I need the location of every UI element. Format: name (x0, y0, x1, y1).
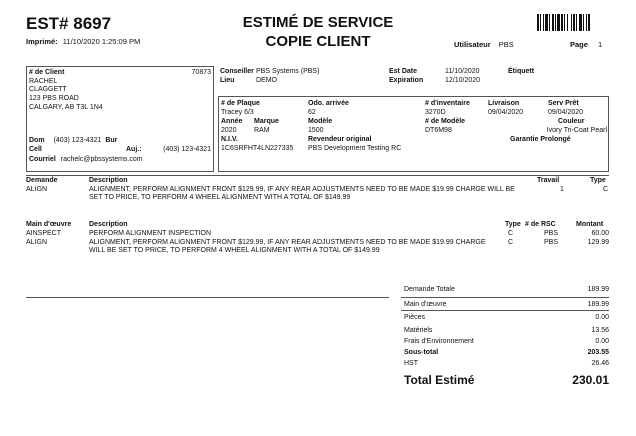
expiry-value: 12/10/2020 (445, 77, 481, 84)
make-label: Marque (254, 118, 279, 125)
grand-total-label: Total Estimé (404, 373, 475, 387)
plate-label: # de Plaque (221, 100, 260, 107)
labor-col-labor: Main d'œuvre (26, 221, 72, 228)
labor-row-description: PERFORM ALIGNMENT INSPECTION (89, 230, 211, 237)
labor-col-rsc: # de RSC (525, 221, 556, 228)
location-label: Lieu (220, 77, 235, 84)
request-total-label: Demande Totale (404, 286, 455, 293)
labor-col-description: Description (89, 221, 128, 228)
labor-total-underline (401, 310, 609, 311)
home-phone-label: Dom (29, 137, 45, 144)
service-ready-label: Serv Prêt (548, 100, 579, 107)
plate-value: Tracey 6/3 (221, 109, 254, 116)
labor-row-amount: 60.00 (591, 230, 609, 237)
labor-total-value: 189.99 (587, 301, 609, 308)
labor-row-code: AINSPECT (26, 230, 62, 237)
requests-col-work: Travail (537, 177, 560, 184)
cell-label: Cell (29, 146, 42, 153)
aux-phone-label: Auj.: (126, 146, 142, 153)
environment-fee-label: Frais d'Environnement (404, 338, 474, 345)
delivery-value: 09/04/2020 (488, 109, 524, 116)
document-subtitle: COPIE CLIENT (265, 33, 371, 50)
request-row-type: C (603, 186, 609, 193)
inventory-label: # d'inventaire (425, 100, 470, 107)
page-line (570, 41, 602, 50)
request-row-description: ALIGNMENT, PERFORM ALIGNMENT FRONT $129.99, IF ANY REAR ADJUSTMENTS NEED TO BE MADE $19.99 CHARGE WILL BE SET TO PRICE, TO PERFORM 4 WHEEL ALIGNMENT WITH A TOTAL OF $149.99 (89, 186, 515, 202)
requests-col-request: Demande (26, 177, 58, 184)
parts-value: 0.00 (595, 314, 609, 321)
dealer-label: Revendeur original (308, 136, 372, 143)
delivery-label: Livraison (488, 100, 520, 107)
subtotal-label: Sous-total (404, 349, 439, 356)
advisor-value: PBS Systems (PBS) (256, 68, 320, 75)
email-label: Courriel (29, 156, 56, 163)
est-date-value: 11/10/2020 (445, 68, 480, 75)
location-value: DEMO (256, 77, 277, 84)
tag-label: Étiquett (508, 68, 535, 75)
requests-col-description: Description (89, 177, 128, 184)
model-label: Modèle (308, 118, 333, 125)
model-number-value: DT6M98 (425, 127, 452, 134)
totals-divider-left (26, 297, 389, 298)
expiry-label: Expiration (389, 77, 424, 84)
inventory-value: 3270D (425, 109, 446, 116)
barcode-image (537, 14, 607, 31)
client-home-phone-line (29, 137, 117, 145)
dealer-value: PBS Development Testing RC (308, 145, 402, 152)
labor-row-code: ALIGN (26, 239, 48, 246)
home-phone-value: (403) 123-4321 (53, 137, 102, 144)
color-label: Couleur (558, 118, 585, 125)
client-address-line1: 123 PBS ROAD (29, 95, 79, 102)
estimate-number: EST# 8697 (26, 14, 112, 33)
labor-total-label: Main d'œuvre (404, 301, 447, 308)
vin-label: N.I.V. (221, 136, 238, 143)
labor-row-type: C (508, 230, 514, 237)
subtotal-value: 203.55 (587, 349, 609, 356)
request-row-code: ALIGN (26, 186, 48, 193)
totals-divider-right (401, 297, 609, 298)
work-phone-label: Bur (105, 137, 118, 144)
labor-col-type: Type (505, 221, 521, 228)
client-last-name: CLAGGETT (29, 86, 67, 93)
parts-label: Pièces (404, 314, 426, 321)
client-email-line (29, 156, 143, 164)
warranty-label: Garantie Prolongé (510, 136, 571, 143)
user-line (454, 41, 514, 50)
make-value: RAM (254, 127, 270, 134)
advisor-label: Conseiller (220, 68, 254, 75)
labor-row-rsc: PBS (544, 230, 559, 237)
requests-divider-top (26, 175, 609, 176)
odometer-value: 62 (308, 109, 316, 116)
user-label: Utilisateur (454, 40, 491, 49)
page-label: Page (570, 40, 588, 49)
printed-line (26, 38, 140, 47)
page-value: 1 (598, 40, 603, 49)
materials-value: 13.56 (591, 327, 609, 334)
color-value: Ivory Tri-Coat Pearl (546, 127, 607, 134)
document-title: ESTIMÉ DE SERVICE (242, 14, 394, 31)
printed-value: 11/10/2020 1:25:09 PM (62, 37, 141, 46)
year-value: 2020 (221, 127, 237, 134)
user-value: PBS (498, 40, 514, 49)
request-total-value: 189.99 (587, 286, 609, 293)
environment-fee-value: 0.00 (595, 338, 609, 345)
odometer-label: Odo. arrivée (308, 100, 349, 107)
model-value: 1500 (308, 127, 324, 134)
printed-label: Imprimé: (26, 37, 58, 46)
materials-label: Matériels (404, 327, 433, 334)
service-ready-value: 09/04/2020 (548, 109, 584, 116)
vin-value: 1C6SRFHT4LN227335 (221, 145, 294, 152)
client-address-line2: CALGARY, AB T3L 1N4 (29, 104, 103, 111)
request-row-work: 1 (560, 186, 564, 193)
labor-row-amount: 129.99 (587, 239, 609, 246)
hst-value: 26.46 (591, 360, 609, 367)
client-number-label: # de Client (29, 69, 65, 76)
grand-total-value: 230.01 (572, 373, 609, 387)
requests-col-type: Type (590, 177, 606, 184)
model-number-label: # de Modèle (425, 118, 466, 125)
barcode-bar (590, 14, 591, 31)
year-label: Année (221, 118, 243, 125)
est-date-label: Est Date (389, 68, 418, 75)
labor-row-rsc: PBS (544, 239, 559, 246)
labor-row-description: ALIGNMENT, PERFORM ALIGNMENT FRONT $129.99, IF ANY REAR ADJUSTMENTS NEED TO BE MADE $19.99 CHARGE WILL BE SET TO PRICE, TO PERFORM 4 WHEEL ALIGNMENT WITH A TOTAL OF $149.99 (89, 239, 486, 255)
client-first-name: RACHEL (29, 78, 58, 85)
email-value: rachelc@pbssystems.com (60, 156, 143, 163)
labor-row-type: C (508, 239, 514, 246)
labor-col-amount: Montant (576, 221, 604, 228)
aux-phone-value: (403) 123-4321 (163, 146, 211, 153)
hst-label: HST (404, 360, 418, 367)
client-number: 70873 (191, 69, 211, 76)
